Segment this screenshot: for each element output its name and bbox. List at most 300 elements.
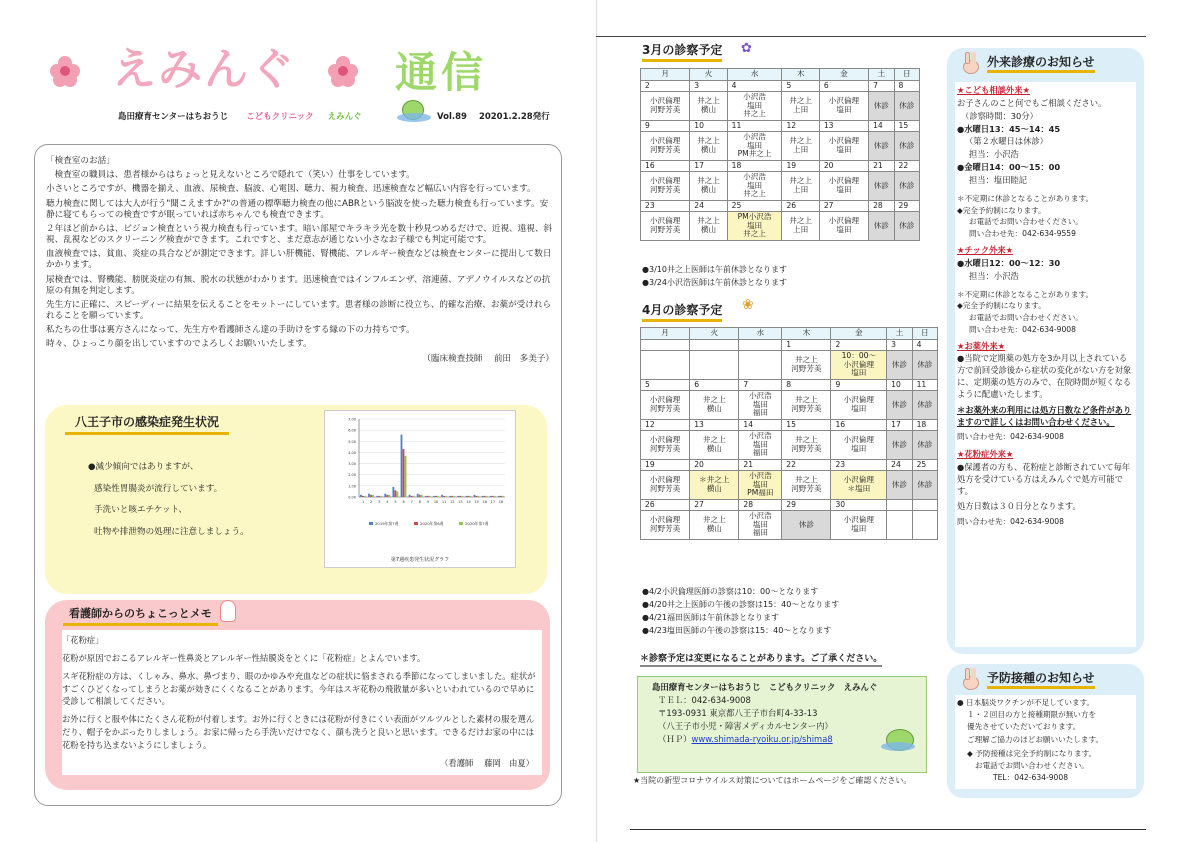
vaccine-note: お電話でお問い合わせください。 [975, 760, 1089, 770]
day-number [641, 340, 690, 351]
day-number: 19 [782, 161, 819, 172]
infection-bullet: 吐物や排泄物の処理に注意しましょう。 [94, 526, 249, 537]
chart-bar [378, 496, 380, 497]
chart-bar [421, 495, 423, 497]
nurse-paragraph: 花粉が原因でおこるアレルギー性鼻炎とアレルギー性結膜炎をとくに「花粉症」とよんでいます。 [62, 652, 426, 663]
chart-bar [441, 495, 443, 497]
brand-name: えみんぐ [327, 112, 362, 122]
chart-bar [386, 495, 388, 497]
schedule-cell: 休診 [869, 212, 894, 241]
pollen-line: ●保護者の方も、花粉症と診断されていて毎年処方を受けている方はえみんぐで処方可能です。 [957, 462, 1131, 497]
x-tick-label: 18 [498, 500, 504, 504]
schedule-warning: ＊診察予定は変更になることがあります。ご了承ください。 [640, 653, 882, 667]
consult-wed-note: （第２水曜日は休診） [965, 136, 1048, 147]
consult-fri: ●金曜日14：00～15：00 [957, 162, 1061, 173]
weekday-header: 水 [727, 69, 782, 81]
schedule-cell: 休診 [894, 132, 919, 161]
schedule-cell: 休診 [894, 92, 919, 121]
weekday-header: 木 [782, 69, 819, 81]
march-calendar [640, 68, 920, 241]
day-number: 21 [869, 161, 894, 172]
schedule-cell: 小沢浩 塩田 福田 [739, 511, 782, 540]
weekday-header: 土 [887, 328, 912, 340]
chart-bar [405, 456, 407, 497]
chart-bar [368, 494, 370, 497]
schedule-cell: ＊井之上 横山 [690, 471, 739, 500]
day-number: 14 [739, 420, 782, 431]
hp-label: （ＨＰ） [658, 734, 692, 745]
chart-bar [425, 496, 427, 497]
pollen-title: ★花粉症外来★ [957, 449, 1014, 460]
day-number: 6 [690, 380, 739, 391]
chart-bar [413, 496, 415, 497]
nurse-heading: 「花粉症」 [62, 635, 104, 645]
chart-bar [417, 494, 419, 497]
march-note: ●3/24小沢浩医師は午前休診となります [642, 278, 787, 287]
tic-note: ＊不定期に休診となることがあります。 [957, 289, 1094, 299]
chart-bar [411, 496, 413, 497]
schedule-cell [690, 351, 739, 380]
march-notes [642, 266, 787, 292]
medicine-line: ●当院で定期薬の処方を3か月以上されている方で前回受診後から症状の変化がない方を対象に、定期薬の処方のみで、在院時間が短くなるように配慮いたします。 [957, 353, 1132, 400]
y-tick-label: 5.00 [348, 439, 356, 444]
day-number: 11 [727, 121, 782, 132]
x-tick-label: 5 [394, 500, 397, 504]
weekday-header: 月 [641, 69, 690, 81]
schedule-cell: 休診 [912, 391, 937, 420]
schedule-cell: 小沢浩 塩田 PM井之上 [727, 132, 782, 161]
y-tick-label: 2.00 [348, 473, 356, 478]
schedule-cell: 小沢倫理 河野芳美 [641, 431, 690, 460]
chart-bar [429, 496, 431, 497]
day-number: 24 [887, 460, 912, 471]
chart-bar [467, 496, 469, 497]
infection-bullet: 感染性胃腸炎が流行しています。 [94, 483, 223, 494]
chart-bar [433, 496, 435, 497]
lab-paragraph: 私たちの仕事は裏方さんになって、先生方や看護師さん達の手助けをする縁の下の力持ちです。 [46, 325, 415, 336]
schedule-cell: 小沢倫理 塩田 [831, 391, 887, 420]
chart-bar [502, 496, 504, 497]
schedule-cell: 小沢倫理 河野芳美 [641, 212, 690, 241]
schedule-cell: 小沢浩 塩田 井之上 [727, 92, 782, 121]
schedule-cell: 休診 [869, 92, 894, 121]
x-tick-label: 4 [386, 500, 389, 504]
chart-bar [370, 495, 372, 497]
day-number: 28 [739, 500, 782, 511]
march-title: 3月の診察予定 [642, 42, 722, 62]
vaccine-note: TEL：042-634-9008 [993, 772, 1069, 782]
day-number: 10 [690, 121, 727, 132]
schedule-cell: 休診 [869, 172, 894, 201]
day-number: 21 [739, 460, 782, 471]
consult-line: （診察時間：30分） [961, 110, 1038, 121]
nurse-paragraph: スギ花粉症の方は、くしゃみ、鼻水、鼻づまり、眼のかゆみや充血などの症状に悩まされる季節になってしまいました。症状がすごくひどくなってしまうとお薬が効きにくくなることがあります。今年はスギ花粉の飛散量が多いといわれているので早めに受診して相談してください。 [62, 670, 536, 707]
y-tick-label: 4.00 [348, 450, 356, 455]
infection-chart [324, 410, 516, 568]
day-number: 17 [887, 420, 912, 431]
schedule-cell: 休診 [887, 431, 912, 460]
schedule-cell: 小沢浩 塩田 福田 [739, 391, 782, 420]
legend-swatch [369, 522, 373, 525]
chart-bar [449, 496, 451, 497]
flower-icon [328, 56, 358, 86]
vaccine-content [955, 695, 1136, 789]
april-title: 4月の診察予定 [642, 302, 722, 322]
day-number: 7 [739, 380, 782, 391]
day-number: 8 [782, 380, 831, 391]
x-tick-label: 7 [410, 500, 413, 504]
day-number: 22 [782, 460, 831, 471]
day-number [690, 340, 739, 351]
chart-bar [437, 496, 439, 497]
schedule-cell: 井之上 上田 [782, 212, 819, 241]
y-tick-label: 3.00 [348, 462, 356, 467]
day-number: 6 [819, 81, 868, 92]
schedule-cell: 井之上 横山 [690, 511, 739, 540]
contact-building: （八王子市小児・障害メディカルセンター内） [658, 721, 833, 732]
consult-line: お子さんのこと何でもご相談ください。 [957, 97, 1107, 108]
day-number: 5 [641, 380, 690, 391]
x-tick-label: 10 [433, 500, 439, 504]
day-number: 18 [727, 161, 782, 172]
april-notes [642, 588, 839, 640]
nurse-signature: （看護師 藤岡 由夏） [440, 757, 534, 768]
day-number: 11 [912, 380, 937, 391]
vaccine-line: ご理解ご協力のほどお願いいたします。 [967, 735, 1104, 745]
march-note: ●3/10井之上医師は午前休診となります [642, 265, 787, 274]
masthead-title: えみんぐ [112, 44, 296, 95]
medicine-tel: 問い合わせ先：042-634-9008 [957, 431, 1064, 441]
legend-swatch [414, 522, 418, 525]
schedule-cell: 小沢倫理 塩田 [831, 431, 887, 460]
weekday-header: 水 [739, 328, 782, 340]
org-name: 島田療育センターはちおうじ [118, 112, 229, 122]
day-number: 10 [887, 380, 912, 391]
schedule-cell [641, 351, 690, 380]
chart-bar [384, 494, 386, 497]
day-number: 22 [894, 161, 919, 172]
day-number: 15 [894, 121, 919, 132]
consult-note: お電話でお問い合わせください。 [969, 217, 1083, 227]
day-number: 23 [831, 460, 887, 471]
vaccine-note: ◆ 予防接種は完全予約制になります。 [967, 749, 1097, 759]
contact-address: 〒193-0931 東京都八王子市台町4-33-13 [658, 708, 818, 719]
lab-paragraph: 聴力検査に関しては大人が行う"聞こえますか?"の普通の標準聴力検査の他にABRという脳波を使った聴力検査も行っています。安静に寝てもらっての検査ですが眠っていれば赤ちゃんでも検査できます。 [46, 198, 549, 220]
chart-bar [445, 496, 447, 497]
chart-bar [427, 496, 429, 497]
medicine-note: ＊お薬外来の利用には処方日数など条件がありますので詳しくはお問い合わせください。 [957, 404, 1132, 427]
chart-bar [500, 496, 502, 497]
chart-bar [490, 496, 492, 497]
schedule-cell: 小沢倫理 河野芳美 [641, 391, 690, 420]
x-tick-label: 17 [490, 500, 496, 504]
nurse-title: 看護師からのちょこっとメモ [63, 606, 218, 626]
y-tick-label: 6.00 [348, 428, 356, 433]
weekday-header: 金 [819, 69, 868, 81]
medicine-title: ★お薬外来★ [957, 340, 1006, 351]
day-number [739, 340, 782, 351]
chart-bar [362, 496, 364, 497]
schedule-cell: 井之上 河野芳美 [782, 391, 831, 420]
weekday-header: 金 [831, 328, 887, 340]
vaccine-title: 予防接種のお知らせ [987, 671, 1095, 689]
x-tick-label: 8 [418, 500, 421, 504]
day-number: 19 [641, 460, 690, 471]
april-note: ●4/20井之上医師の午後の診察は15：40～となります [642, 600, 840, 609]
chart-bar [459, 496, 461, 497]
schedule-cell: 10：00～ 小沢倫理 塩田 [831, 351, 887, 380]
chart-bar [498, 496, 500, 497]
lab-paragraph: 小さいところですが、機器を揃え、血液、尿検査、脳波、心電図、聴力、視力検査、迅速検査など幅広い内容を行っています。 [46, 184, 536, 195]
schedule-cell: 休診 [912, 431, 937, 460]
issue-date: 20201.2.28発行 [478, 112, 550, 122]
chart-bar [409, 495, 411, 497]
schedule-cell [887, 511, 912, 540]
x-tick-label: 11 [441, 500, 447, 504]
tic-title: ★チック外来★ [957, 244, 1014, 255]
schedule-cell: 小沢倫理 河野芳美 [641, 92, 690, 121]
schedule-cell [912, 511, 937, 540]
tic-note: お電話でお問い合わせください。 [969, 313, 1083, 323]
lab-article [46, 156, 554, 368]
x-tick-label: 15 [474, 500, 479, 504]
day-number: 9 [831, 380, 887, 391]
schedule-cell: 井之上 河野芳美 [782, 431, 831, 460]
schedule-cell: 休診 [887, 351, 912, 380]
schedule-cell: 休診 [869, 132, 894, 161]
infection-chart-svg [325, 411, 515, 556]
x-tick-label: 12 [450, 500, 455, 504]
schedule-cell: 休診 [782, 511, 831, 540]
schedule-cell: 休診 [894, 212, 919, 241]
consult-wed: ●水曜日13：45～14：45 [957, 123, 1061, 134]
lab-paragraph: 時々、ひょっこり顔を出していますのでよろしくお願いいたします。 [46, 339, 312, 350]
frog-mascot-icon [886, 729, 914, 751]
schedule-cell: 休診 [912, 471, 937, 500]
tic-note: ◆完全予約制になります。 [957, 301, 1046, 311]
day-number: 27 [819, 201, 868, 212]
schedule-cell: 小沢倫理 塩田 [819, 132, 868, 161]
weekday-header: 火 [690, 69, 727, 81]
weekday-header: 土 [869, 69, 894, 81]
y-tick-label: 0.00 [348, 495, 356, 500]
schedule-cell: 井之上 河野芳美 [782, 471, 831, 500]
schedule-cell: 休診 [887, 471, 912, 500]
day-number: 17 [690, 161, 727, 172]
weekday-header: 日 [894, 69, 919, 81]
x-tick-label: 2 [370, 500, 373, 504]
lab-paragraph: 検査室の職員は、患者様からはちょっと見えないところで隠れて（笑い）仕事をしています。 [46, 170, 415, 181]
day-number: 2 [641, 81, 690, 92]
day-number [912, 500, 937, 511]
day-number: 26 [782, 201, 819, 212]
chart-bar [401, 435, 403, 497]
chart-bar [388, 495, 390, 497]
chart-bar [470, 496, 472, 497]
day-number: 14 [869, 121, 894, 132]
chart-bar [461, 496, 463, 497]
schedule-cell: 小沢倫理 塩田 [819, 172, 868, 201]
lab-signature: （臨床検査技師 前田 多美子） [422, 353, 554, 364]
x-tick-label: 6 [402, 500, 405, 504]
chart-bar [364, 496, 366, 497]
bottom-rule [630, 829, 1146, 830]
chart-caption: 第7週疾患発生状況グラフ [390, 557, 450, 564]
x-tick-label: 13 [458, 500, 463, 504]
schedule-cell: 小沢倫理 河野芳美 [641, 132, 690, 161]
consult-title: ★こども相談外来★ [957, 85, 1030, 95]
chart-bar [443, 496, 445, 497]
rabbit-icon [959, 52, 981, 74]
april-calendar [640, 327, 938, 540]
day-number: 7 [869, 81, 894, 92]
lab-paragraph: 先生方に正確に、スピーディーに結果を伝えることをモットーにしています。患者様の診断に役立ち、的確な治療、お薬が受けれられることを願っています。 [46, 299, 552, 322]
day-number: 16 [831, 420, 887, 431]
clinic-name: こどもクリニック [246, 112, 314, 122]
day-number: 30 [831, 500, 887, 511]
chart-bar [392, 487, 394, 497]
outpatient-content [955, 82, 1136, 647]
day-number: 20 [690, 460, 739, 471]
day-number [887, 500, 912, 511]
schedule-cell: 井之上 横山 [690, 212, 727, 241]
day-number: 3 [887, 340, 912, 351]
day-number: 25 [727, 201, 782, 212]
schedule-cell: 小沢倫理 塩田 [831, 511, 887, 540]
weekday-header: 日 [912, 328, 937, 340]
schedule-cell: 井之上 上田 [782, 92, 819, 121]
tulip-icon: ❀ [742, 297, 754, 313]
hp-link[interactable]: www.shimada-ryoiku.or.jp/shima8 [691, 734, 833, 745]
day-number: 29 [782, 500, 831, 511]
chart-bar [453, 496, 455, 497]
day-number: 23 [641, 201, 690, 212]
chart-bar [435, 496, 437, 497]
day-number: 2 [831, 340, 887, 351]
volume: Vol.89 [437, 112, 467, 122]
day-number: 4 [727, 81, 782, 92]
consult-note: ＊不定期に休診となることがあります。 [957, 193, 1094, 203]
pollen-tel: 問い合わせ先：042-634-9008 [957, 517, 1064, 527]
day-number: 27 [690, 500, 739, 511]
infection-bullets [88, 463, 249, 549]
lab-paragraph: ２年ほど前からは、ビジョン検査という視力検査も行っています。暗い部屋でキラキラ光を数十秒見つめるだけで、近視、遠視、斜視、乱視などのスクリーニング検査ができます。これですと、まだ意志が通じない小さなお子様でも判定可能です。 [46, 223, 553, 246]
day-number: 1 [782, 340, 831, 351]
chart-bar [482, 496, 484, 497]
outpatient-title: 外来診療のお知らせ [987, 55, 1095, 73]
april-note: ●4/23塩田医師の午後の診察は15：40～となります [642, 626, 832, 635]
day-number: 8 [894, 81, 919, 92]
masthead-subtitle: 通信 [395, 48, 488, 97]
day-number: 12 [782, 121, 819, 132]
day-number: 28 [869, 201, 894, 212]
chart-bar [403, 449, 405, 497]
infection-bullet: 手洗いと咳エチケット、 [94, 505, 187, 516]
page-fold [596, 0, 597, 842]
day-number: 5 [782, 81, 819, 92]
schedule-cell: 井之上 河野芳美 [782, 351, 831, 380]
day-number: 9 [641, 121, 690, 132]
chart-bar [376, 496, 378, 497]
lab-paragraph: 血液検査では、貧血、炎症の具合などが測定できます。詳しい肝機能、腎機能、アレルギー検査などは検査センターに提出して数日かかります。 [46, 249, 552, 271]
x-tick-label: 16 [482, 500, 487, 504]
day-number: 18 [912, 420, 937, 431]
consult-note: 問い合わせ先：042-634-9559 [969, 229, 1076, 239]
issue-info [437, 112, 550, 123]
y-tick-label: 1.00 [348, 484, 356, 489]
consult-note: ◆完全予約制になります。 [957, 205, 1046, 215]
schedule-cell: 井之上 上田 [782, 132, 819, 161]
nurse-paragraph: お外に行くと服や体にたくさん花粉が付着します。お外に行くときには花粉が付きにくい表面がツルツルとした素材の服を選んだり、帽子をかぶったりしましょう。お家に帰ったら手洗いだけでなく、顔も洗うと良いと思います。できるだけお家の中には花粉を持ち込まないようにしましょう。 [62, 714, 535, 751]
schedule-cell: 小沢倫理 河野芳美 [641, 172, 690, 201]
consult-fri-staff: 担当：塩田睦記 [969, 175, 1028, 186]
schedule-cell: 井之上 横山 [690, 391, 739, 420]
vaccine-line: １・２回目の方と接種期限が無い方を [967, 709, 1097, 719]
frog-mascot-icon [402, 100, 424, 120]
april-note: ●4/2小沢倫理医師の診察は10：00～となります [642, 587, 819, 596]
tic-note: 問い合わせ先：042-634-9008 [969, 324, 1076, 334]
y-tick-label: 7.00 [348, 417, 356, 422]
day-number: 13 [819, 121, 868, 132]
schedule-cell [739, 351, 782, 380]
chart-bar [419, 495, 421, 497]
flower-icon: ✿ [741, 41, 752, 56]
schedule-cell: 小沢浩 塩田 PM福田 [739, 471, 782, 500]
schedule-cell: 小沢倫理 河野芳美 [641, 511, 690, 540]
schedule-cell: 井之上 横山 [690, 431, 739, 460]
weekday-header: 火 [690, 328, 739, 340]
day-number: 26 [641, 500, 690, 511]
nurse-article [62, 630, 542, 775]
covid-footnote: ★当院の新型コロナウイルス対策についてはホームページをご確認ください。 [633, 776, 912, 785]
legend-label: 2020年第6週 [420, 521, 444, 526]
weekday-header: 月 [641, 328, 690, 340]
schedule-cell: PM小沢浩 塩田 井之上 [727, 212, 782, 241]
contact-name: 島田療育センターはちおうじ こどもクリニック えみんぐ [652, 682, 878, 692]
x-tick-label: 1 [361, 500, 365, 504]
day-number: 3 [690, 81, 727, 92]
chart-bar [380, 496, 382, 497]
schedule-cell: 小沢倫理 ＊塩田 [831, 471, 887, 500]
pollen-days: 処方日数は３０日分となります。 [957, 501, 1081, 512]
contact-tel: ＴＥＬ：042-634-9008 [658, 695, 751, 706]
consult-wed-staff: 担当：小沢浩 [969, 149, 1019, 160]
schedule-cell: 井之上 横山 [690, 92, 727, 121]
schedule-cell: 小沢倫理 河野芳美 [641, 471, 690, 500]
legend-label: 2019年第7週 [375, 521, 399, 526]
day-number: 12 [641, 420, 690, 431]
schedule-cell: 休診 [887, 391, 912, 420]
schedule-cell: 井之上 横山 [690, 132, 727, 161]
contact-box [637, 676, 927, 773]
tic-wed: ●水曜日12：00～12：30 [957, 257, 1061, 268]
x-tick-label: 3 [378, 500, 381, 504]
chart-bar [397, 491, 399, 497]
april-note: ●4/21福田医師は午前休診となります [642, 613, 779, 622]
legend-label: 2020年第7週 [465, 521, 489, 526]
schedule-cell: 休診 [912, 351, 937, 380]
schedule-cell: 小沢浩 塩田 井之上 [727, 172, 782, 201]
day-number: 24 [690, 201, 727, 212]
top-rule [596, 36, 1146, 37]
chart-bar [478, 496, 480, 497]
schedule-cell: 井之上 横山 [690, 172, 727, 201]
chart-bar [465, 496, 467, 497]
schedule-cell: 休診 [894, 172, 919, 201]
vaccine-line: 優先させていただいております。 [967, 721, 1081, 731]
infection-bullet: ●減少傾向ではありますが、 [88, 462, 199, 472]
legend-swatch [459, 522, 463, 525]
